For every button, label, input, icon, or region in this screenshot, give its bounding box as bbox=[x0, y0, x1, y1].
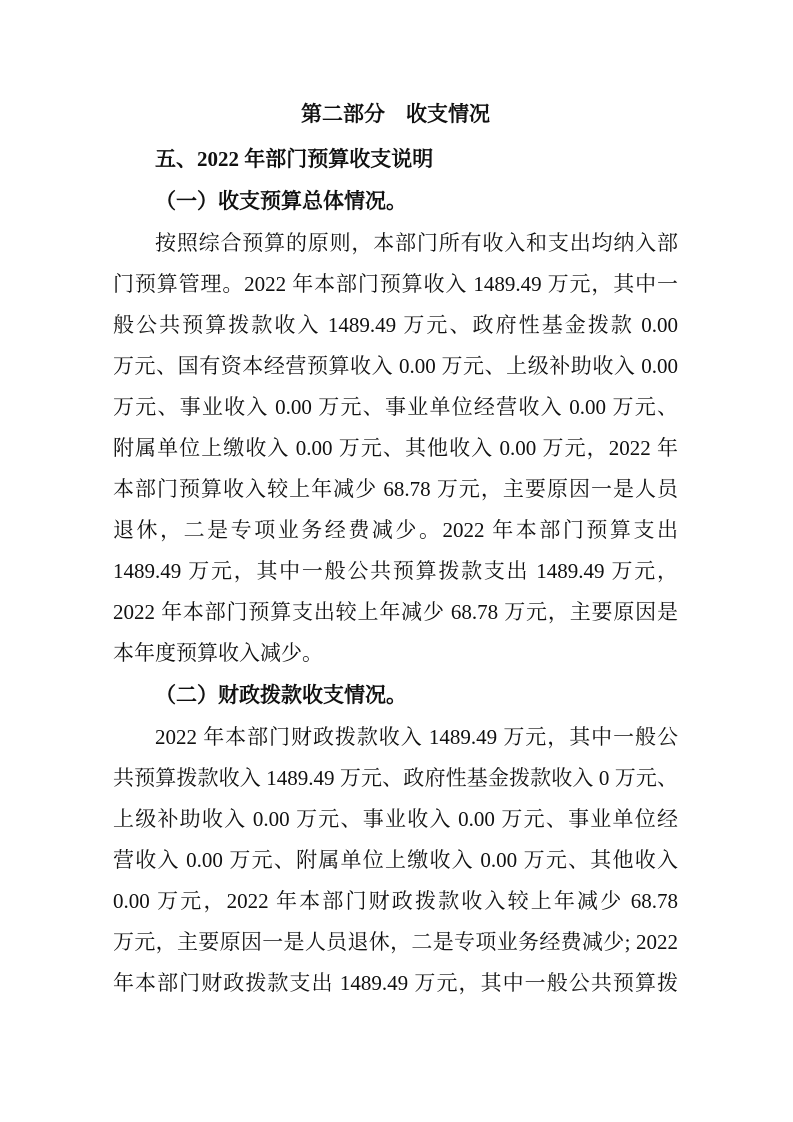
subsection-1-heading: （一）收支预算总体情况。 bbox=[155, 189, 407, 213]
paragraph-2-line: 共预算拨款收入 1489.49 万元、政府性基金拨款收入 0 万元、 bbox=[113, 766, 678, 790]
subsection-2-heading: （二）财政拨款收支情况。 bbox=[155, 683, 407, 707]
paragraph-1-line: 本部门预算收入较上年减少 68.78 万元，主要原因一是人员 bbox=[113, 477, 678, 501]
paragraph-1-line: 按照综合预算的原则，本部门所有收入和支出均纳入部 bbox=[155, 231, 678, 255]
paragraph-1-line: 门预算管理。2022 年本部门预算收入 1489.49 万元，其中一 bbox=[113, 272, 678, 296]
part-title: 第二部分 收支情况 bbox=[301, 102, 490, 126]
paragraph-1-line: 附属单位上缴收入 0.00 万元、其他收入 0.00 万元，2022 年 bbox=[113, 436, 678, 460]
paragraph-2-line: 年本部门财政拨款支出 1489.49 万元，其中一般公共预算拨 bbox=[113, 971, 678, 995]
paragraph-1-line: 退休，二是专项业务经费减少。2022 年本部门预算支出 bbox=[113, 518, 678, 542]
paragraph-1-line: 2022 年本部门预算支出较上年减少 68.78 万元，主要原因是 bbox=[113, 600, 678, 624]
paragraph-2-line: 0.00 万元，2022 年本部门财政拨款收入较上年减少 68.78 bbox=[113, 889, 678, 913]
paragraph-1-line: 本年度预算收入减少。 bbox=[113, 641, 323, 665]
paragraph-1-line: 万元、事业收入 0.00 万元、事业单位经营收入 0.00 万元、 bbox=[113, 395, 678, 419]
paragraph-2-line: 2022 年本部门财政拨款收入 1489.49 万元，其中一般公 bbox=[155, 725, 678, 749]
paragraph-2-line: 万元，主要原因一是人员退休，二是专项业务经费减少; 2022 bbox=[113, 930, 678, 954]
paragraph-1-line: 万元、国有资本经营预算收入 0.00 万元、上级补助收入 0.00 bbox=[113, 354, 678, 378]
paragraph-2-line: 上级补助收入 0.00 万元、事业收入 0.00 万元、事业单位经 bbox=[113, 807, 678, 831]
paragraph-2-line: 营收入 0.00 万元、附属单位上缴收入 0.00 万元、其他收入 bbox=[113, 848, 678, 872]
paragraph-1-line: 般公共预算拨款收入 1489.49 万元、政府性基金拨款 0.00 bbox=[113, 313, 678, 337]
paragraph-1-line: 1489.49 万元，其中一般公共预算拨款支出 1489.49 万元， bbox=[113, 559, 678, 583]
section-heading: 五、2022 年部门预算收支说明 bbox=[155, 147, 434, 171]
